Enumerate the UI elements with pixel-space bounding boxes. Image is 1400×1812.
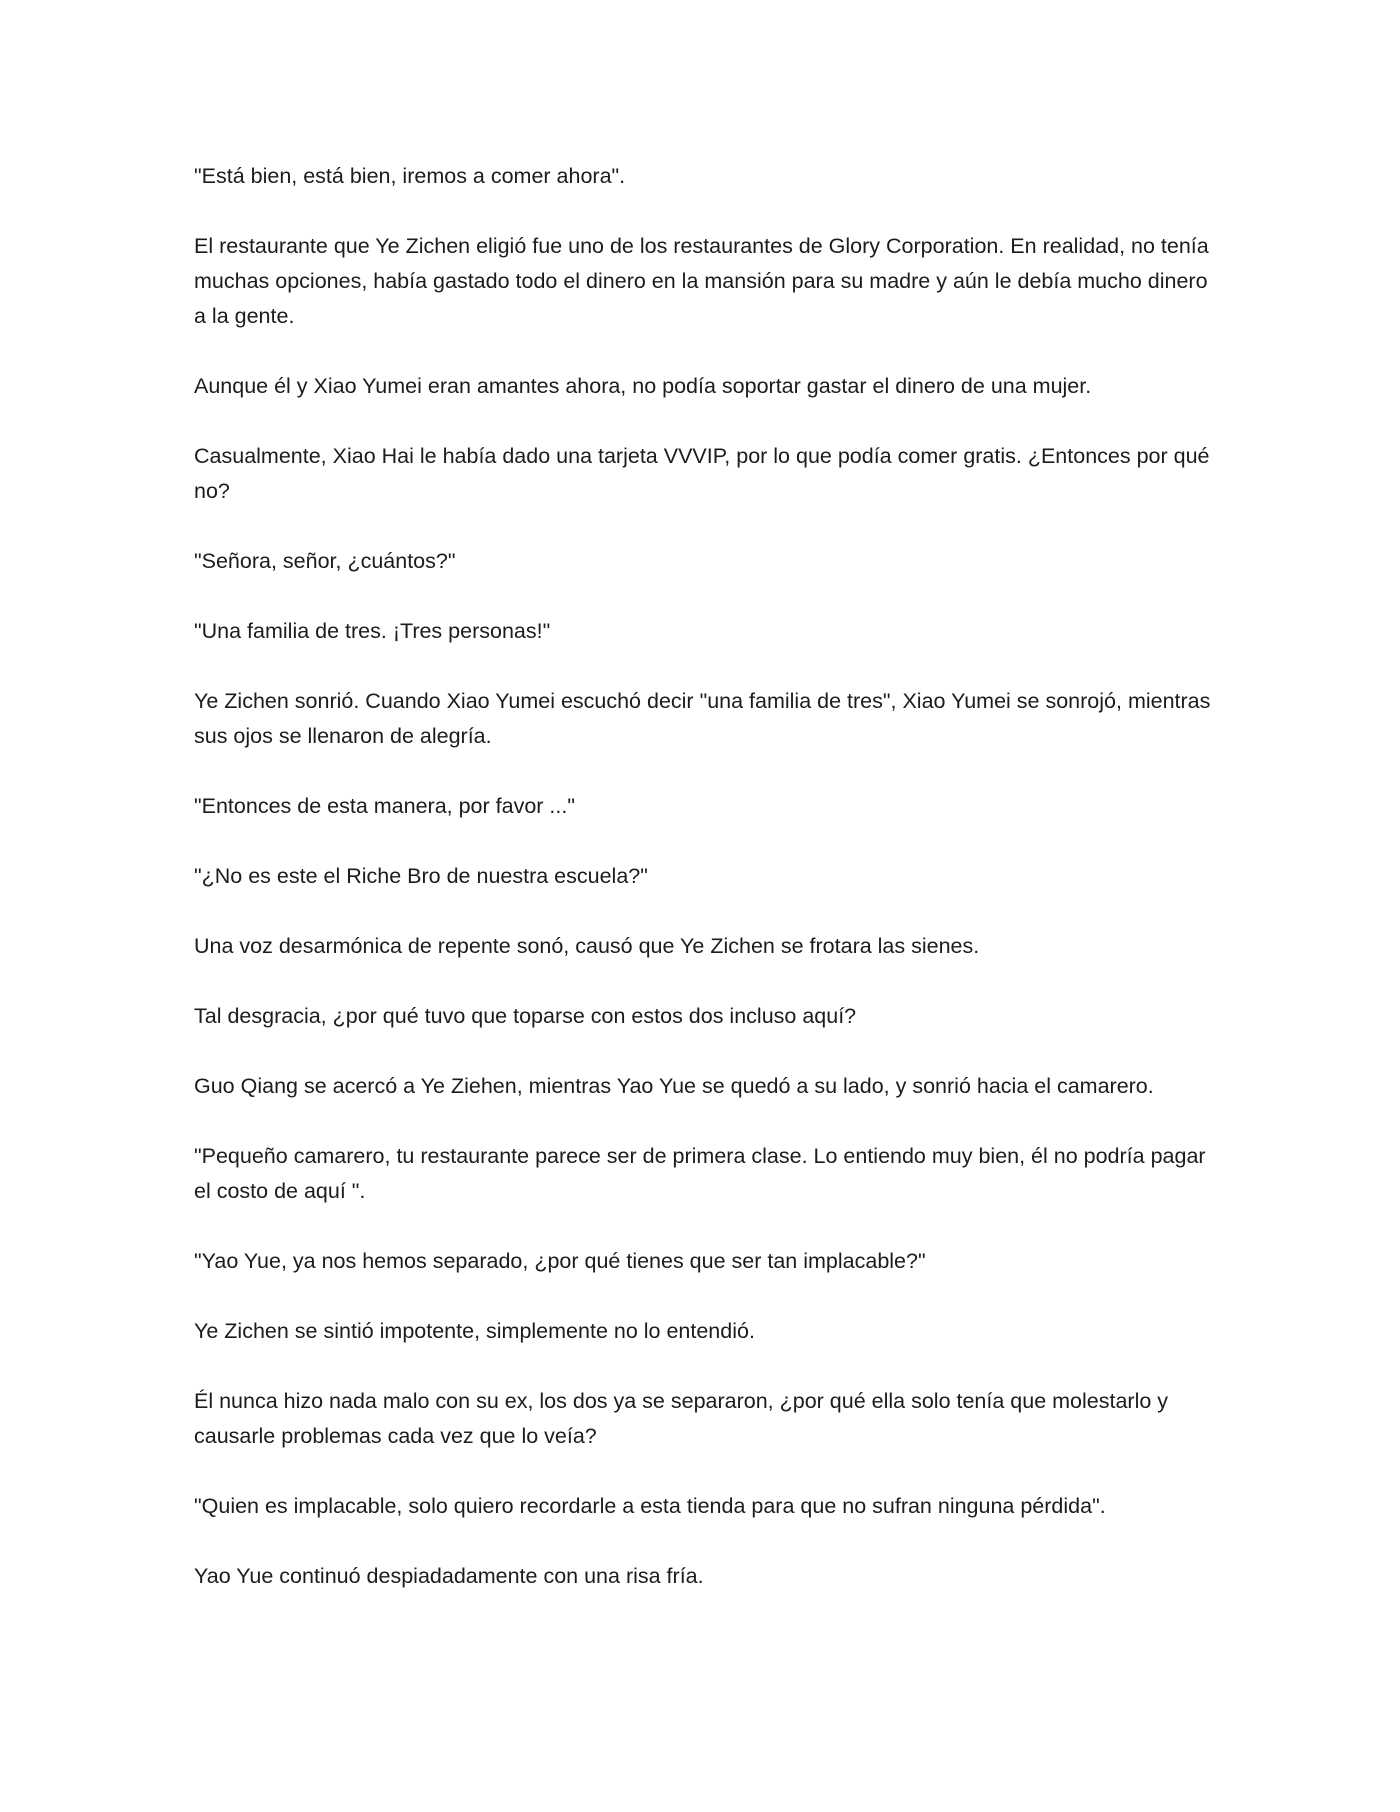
paragraph: Guo Qiang se acercó a Ye Ziehen, mientras Yao Yue se quedó a su lado, y sonrió hacia el camarero. — [194, 1074, 1154, 1098]
paragraph: "¿No es este el Riche Bro de nuestra escuela?" — [194, 864, 648, 888]
paragraph: Ye Zichen se sintió impotente, simplemente no lo entendió. — [194, 1319, 755, 1343]
paragraph: Aunque él y Xiao Yumei eran amantes ahora, no podía soportar gastar el dinero de una mujer. — [194, 374, 1092, 398]
paragraph: "Yao Yue, ya nos hemos separado, ¿por qué tienes que ser tan implacable?" — [194, 1249, 926, 1273]
paragraph: El restaurante que Ye Zichen eligió fue uno de los restaurantes de Glory Corporation. En realidad, no tenía muchas opciones, había gastado todo el dinero en la mansión para su madre y aún le debía mucho dinero a la gente. — [194, 234, 1209, 328]
paragraph: Tal desgracia, ¿por qué tuvo que toparse con estos dos incluso aquí? — [194, 1004, 857, 1028]
paragraph: Una voz desarmónica de repente sonó, causó que Ye Zichen se frotara las sienes. — [194, 934, 980, 958]
paragraph: "Entonces de esta manera, por favor ..." — [194, 794, 575, 818]
paragraph: Yao Yue continuó despiadadamente con una risa fría. — [194, 1564, 704, 1588]
paragraph: "Está bien, está bien, iremos a comer ahora". — [194, 164, 626, 188]
paragraph: Ye Zichen sonrió. Cuando Xiao Yumei escuchó decir "una familia de tres", Xiao Yumei se sonrojó, mientras sus ojos se llenaron de alegría. — [194, 689, 1211, 748]
paragraph: "Pequeño camarero, tu restaurante parece ser de primera clase. Lo entiendo muy bien, él no podría pagar el costo de aquí ". — [194, 1144, 1206, 1203]
document-body — [194, 159, 1214, 1594]
paragraph: Casualmente, Xiao Hai le había dado una tarjeta VVVIP, por lo que podía comer gratis. ¿Entonces por qué no? — [194, 444, 1210, 503]
paragraph: "Una familia de tres. ¡Tres personas!" — [194, 619, 551, 643]
paragraph: "Señora, señor, ¿cuántos?" — [194, 549, 456, 573]
paragraph: "Quien es implacable, solo quiero recordarle a esta tienda para que no sufran ninguna pérdida". — [194, 1494, 1106, 1518]
paragraph: Él nunca hizo nada malo con su ex, los dos ya se separaron, ¿por qué ella solo tenía que molestarlo y causarle problemas cada vez que lo veía? — [194, 1389, 1169, 1448]
